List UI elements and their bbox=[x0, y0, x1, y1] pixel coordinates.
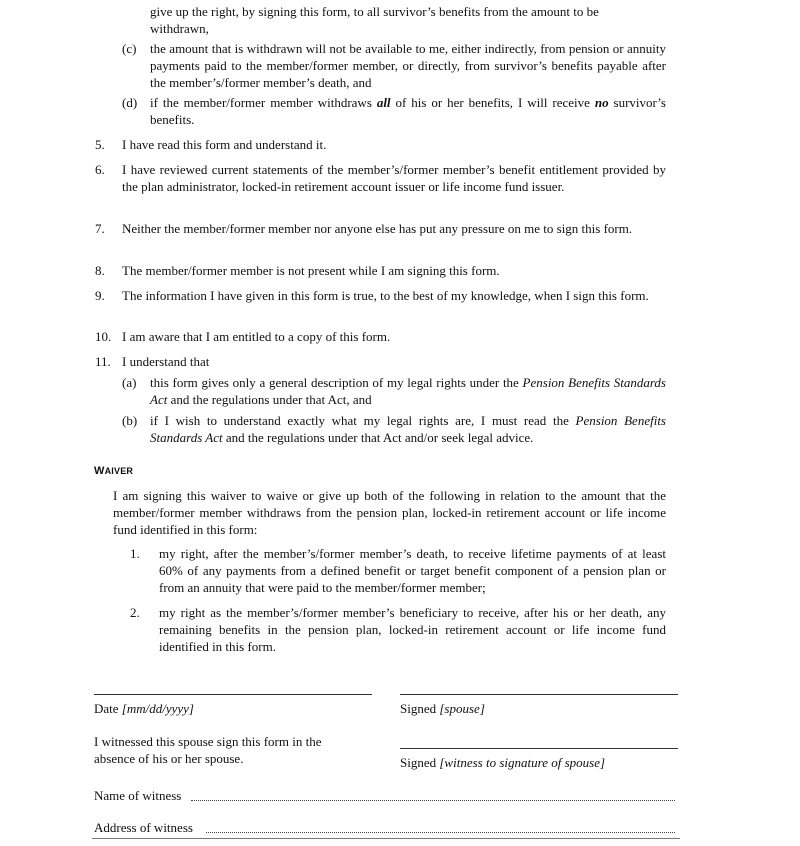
waiver-item-number-1: 1. bbox=[130, 546, 140, 561]
date-label: Date [mm/dd/yyyy] bbox=[94, 701, 194, 716]
sub-item-text-a: this form gives only a general description of my legal rights under the Pension Benefits Standards Act and the regulations under that Act, and bbox=[150, 375, 666, 407]
waiver-intro: I am signing this waiver to waive or give up both of the following in relation to the amount that the member/former member withdraws from the pension plan, locked-in retirement account or life income fund identified in this form: bbox=[113, 488, 666, 537]
item-text-9: The information I have given in this form is true, to the best of my knowledge, when I sign this form. bbox=[122, 288, 649, 303]
name-of-witness-field[interactable] bbox=[191, 800, 675, 801]
witness-note: [witness to signature of spouse] bbox=[439, 755, 606, 770]
waiver-item-text-1: my right, after the member’s/former member’s death, to receive lifetime payments of at least 60% of any payments from a defined benefit or target benefit component of a pension plan or from an annuity that were paid to the member/former member; bbox=[159, 546, 666, 595]
emphasis-no: no bbox=[594, 95, 609, 110]
item-text-11: I understand that bbox=[122, 354, 210, 369]
sub-item-text-b: if I wish to understand exactly what my legal rights are, I must read the Pension Benefits Standards Act and the regulations under that Act and/or seek legal advice. bbox=[150, 413, 666, 445]
continuation-line2: withdrawn, bbox=[150, 21, 209, 36]
emphasis-all: all bbox=[376, 95, 391, 110]
spouse-signature-line[interactable] bbox=[400, 694, 678, 695]
address-of-witness-label: Address of witness bbox=[94, 820, 193, 835]
date-format-hint: [mm/dd/yyyy] bbox=[121, 701, 194, 716]
item-number-8: 8. bbox=[95, 263, 105, 278]
waiver-item-number-2: 2. bbox=[130, 605, 140, 620]
act-title: Pension Benefits Standards Act bbox=[150, 375, 666, 407]
item-text-8: The member/former member is not present while I am signing this form. bbox=[122, 263, 500, 278]
item-number-5: 5. bbox=[95, 137, 105, 152]
sub-item-letter-a: (a) bbox=[122, 375, 137, 390]
item-text-7: Neither the member/former member nor anyone else has put any pressure on me to sign this form. bbox=[122, 221, 633, 236]
page-bottom-rule bbox=[92, 838, 680, 839]
item-text-6: I have reviewed current statements of the member’s/former member’s benefit entitlement provided by the plan administrator, locked-in retirement account issuer or life income fund issuer. bbox=[122, 162, 666, 194]
witness-signature-line[interactable] bbox=[400, 748, 678, 749]
sub-item-letter-b: (b) bbox=[122, 413, 138, 428]
date-signature-line[interactable] bbox=[94, 694, 372, 695]
spouse-note: [spouse] bbox=[439, 701, 485, 716]
item-text-5: I have read this form and understand it. bbox=[122, 137, 327, 152]
sub-item-letter-d: (d) bbox=[122, 95, 138, 110]
sub-item-letter-c: (c) bbox=[122, 41, 137, 56]
waiver-heading: WAIVER bbox=[94, 465, 134, 477]
waiver-item-text-2: my right as the member’s/former member’s beneficiary to receive, after his or her death, any remaining benefits in the pension plan, locked-in retirement account or life income fund identified in this form. bbox=[159, 605, 666, 654]
continuation-line1: give up the right, by signing this form, to all survivor’s benefits from the amount to be bbox=[150, 4, 599, 19]
signed-spouse-label: Signed [spouse] bbox=[400, 701, 485, 716]
continuation-text bbox=[150, 3, 666, 37]
item-number-7: 7. bbox=[95, 221, 105, 236]
act-title: Pension Benefits Standards Act bbox=[150, 413, 666, 445]
item-number-9: 9. bbox=[95, 288, 105, 303]
signed-witness-label: Signed [witness to signature of spouse] bbox=[400, 755, 606, 770]
sub-item-text-c: the amount that is withdrawn will not be available to me, either indirectly, from pension or annuity payments paid to the member/former member, or directly, from survivor’s benefits payable after the member’s/former member’s death, and bbox=[150, 41, 666, 90]
item-number-10: 10. bbox=[95, 329, 112, 344]
item-number-11: 11. bbox=[95, 354, 111, 369]
sub-item-text-d: if the member/former member withdraws all of his or her benefits, I will receive no survivor’s benefits. bbox=[150, 95, 666, 127]
address-of-witness-field[interactable] bbox=[206, 832, 675, 833]
item-text-10: I am aware that I am entitled to a copy of this form. bbox=[122, 329, 391, 344]
name-of-witness-label: Name of witness bbox=[94, 788, 182, 803]
witness-statement: I witnessed this spouse sign this form in the absence of his or her spouse. bbox=[94, 734, 322, 766]
item-number-6: 6. bbox=[95, 162, 105, 177]
